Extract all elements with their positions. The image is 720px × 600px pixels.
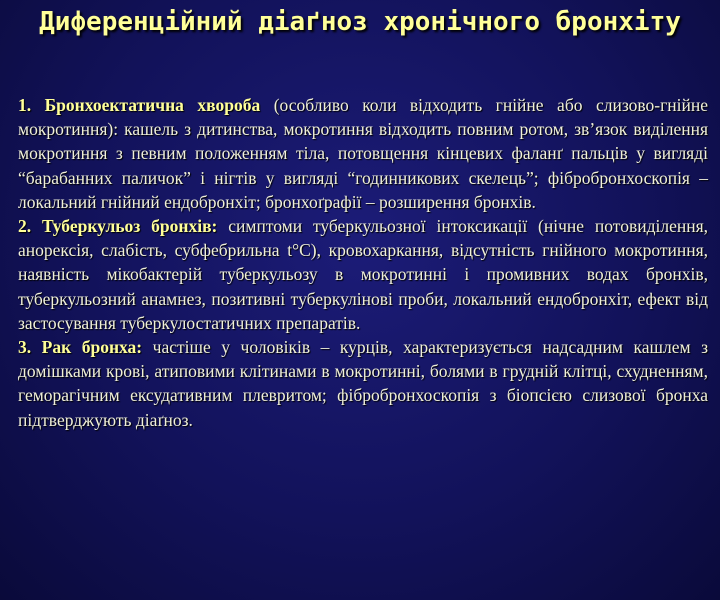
item-text: симптоми туберкульозної інтоксикації (нічне потовиділення, анорексія, слабість, субфебрильна t°С), кровохаркання, відсутність гнійного мокротиння, наявність мікобактерій туберкульозу в мокротинні і промивних водах бронхів, туберкульозний анамнез, позитивні туберкулінові проби, локальний ендобронхіт, ефект від застосування туберкулостатичних препаратів. [18, 216, 708, 333]
item-text: частіше у чоловіків – курців, характеризується надсадним кашлем з домішками крові, атиповими клітинами в мокротинні, болями в грудній клітці, схудненням, геморагічним ексудативним плевритом; фібробронхоскопія з біопсією слизової бронха підтверджують діаґноз. [18, 337, 708, 430]
slide-body [18, 93, 708, 432]
list-item-tuberculosis [18, 214, 708, 335]
item-heading: 1. Бронхоектатична хвороба [18, 95, 261, 115]
item-heading: 3. Рак бронха: [18, 337, 143, 358]
slide-title: Диференційний діаґноз хронічного бронхіту [39, 7, 681, 37]
list-item-bronchiectasis [18, 93, 708, 214]
item-text: (особливо коли відходить гнійне або слизово-гнійне мокротиння): кашель з дитинства, мокротиння відходить повним ротом, зв’язок виділення мокротиння з певним положенням тіла, потовщення кінцевих фаланґ пальців у вигляді “барабанних паличок” і нігтів у вигляді “годинникових скелець”; фібробронхоскопія – локальний гнійний ендобронхіт; бронхоґрафії – розширення бронхів. [18, 95, 709, 212]
list-item-cancer [18, 335, 708, 432]
item-heading: 2. Туберкульоз бронхів: [18, 216, 218, 237]
